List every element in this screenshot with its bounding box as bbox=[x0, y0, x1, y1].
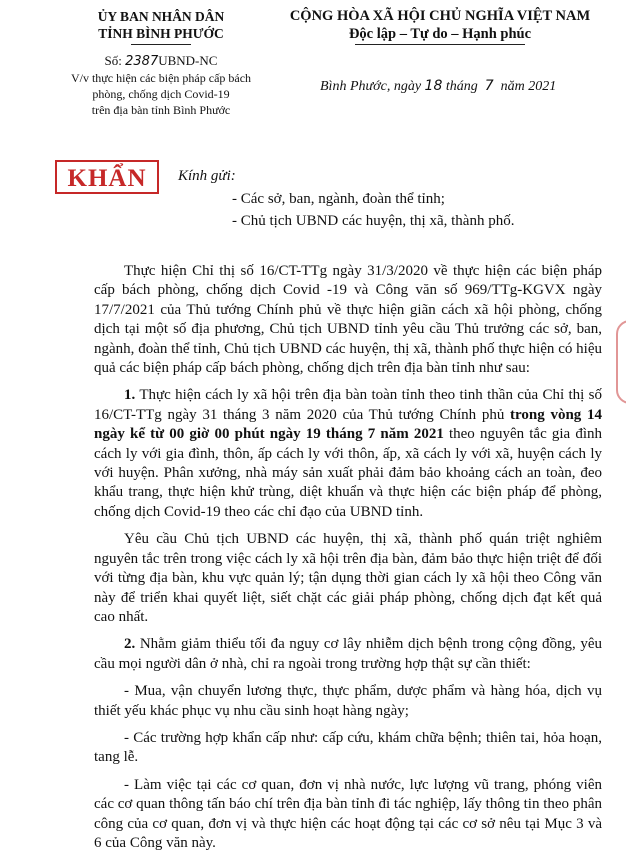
document-body bbox=[94, 262, 602, 861]
national-header bbox=[270, 8, 610, 45]
date-year: năm 2021 bbox=[500, 79, 557, 94]
list-item: - Các trường hợp khẩn cấp như: cấp cứu, khám chữa bệnh; thiên tai, hỏa hoạn, tang lễ. bbox=[94, 729, 602, 766]
document-number bbox=[46, 53, 276, 70]
section-number: 2. bbox=[124, 636, 136, 653]
date-prefix: Bình Phước, ngày bbox=[320, 79, 422, 94]
subject-line3: trên địa bàn tỉnh Bình Phước bbox=[91, 103, 231, 117]
paragraph-intro: Thực hiện Chỉ thị số 16/CT-TTg ngày 31/3/2020 về thực hiện các biện pháp cấp bách phòng, chống dịch Covid -19 và Công văn số 969/TTg-KGVX ngày 17/7/2021 của Thủ tướng Chính phủ về thực hiện giãn cách xã hội phòng, chống dịch tại một số địa phương, Chủ tịch UBND tỉnh yêu cầu Thủ trưởng các sở, ban, ngành, đoàn thể tỉnh, Chủ tịch UBND các huyện, thị xã, thành phố thực hiện có hiệu quả các biện pháp cấp bách phòng, chống dịch trên địa bàn tỉnh như sau: bbox=[94, 263, 602, 377]
motto-underline bbox=[355, 44, 525, 45]
date-month: 7 bbox=[484, 78, 494, 94]
subject-line1: V/v thực hiện các biện pháp cấp bách bbox=[70, 71, 252, 85]
org-name-line1: ỦY BAN NHÂN DÂN bbox=[97, 9, 225, 24]
doc-number-prefix: Số: bbox=[104, 53, 122, 68]
list-item: - Mua, vận chuyển lương thực, thực phẩm, dược phẩm và hàng hóa, dịch vụ thiết yếu khác phục vụ nhu cầu sinh hoạt hàng ngày; bbox=[94, 683, 602, 719]
nation-title: CỘNG HÒA XÃ HỘI CHỦ NGHĨA VIỆT NAM bbox=[289, 8, 591, 24]
doc-number-handwritten: 2387 bbox=[125, 54, 159, 69]
doc-number-suffix: UBND-NC bbox=[158, 53, 218, 68]
recipient-list bbox=[232, 188, 514, 232]
section-2-text: Nhằm giảm thiểu tối đa nguy cơ lây nhiễm dịch bệnh trong cộng đồng, yêu cầu mọi người dân ở nhà, chỉ ra ngoài trong trường hợp thật sự cần thiết: bbox=[94, 636, 603, 672]
org-underline bbox=[131, 44, 191, 45]
paragraph-section-1 bbox=[94, 386, 602, 522]
section-1-text-a: Thực hiện cách ly xã hội trên địa bàn toàn tỉnh theo tinh thần của Chỉ thị số 16/CT-TTg ngày 31 tháng 3 năm 2020 của Thủ tướng Chính phủ bbox=[94, 387, 602, 423]
paragraph-section-2 bbox=[94, 635, 602, 674]
section-1-text-b: theo nguyên tắc gia đình cách ly với gia đình, thôn, ấp cách ly với thôn, ấp, xã cách ly với xã, huyện cách ly với huyện. Phân xưởng, nhà máy sản xuất phải đảm bảo khoảng cách an toàn, đeo khẩu trang, thực hiện khử trùng, diệt khuẩn và thực hiện các biện pháp để phòng, chống dịch Covid-19 theo các chỉ đạo của UBND tỉnh. bbox=[94, 426, 602, 520]
red-seal-edge bbox=[616, 320, 626, 404]
national-motto: Độc lập – Tự do – Hạnh phúc bbox=[348, 26, 532, 42]
recipient-item: - Các sở, ban, ngành, đoàn thể tỉnh; bbox=[232, 191, 445, 207]
date-month-label: tháng bbox=[445, 79, 478, 94]
list-item: - Làm việc tại các cơ quan, đơn vị nhà nước, lực lượng vũ trang, phóng viên các cơ quan thông tấn báo chí trên địa bàn tỉnh đi tác nghiệp, lấy thông tin theo phân công của cơ quan, đơn vị và thực hiện các hoạt động tại các cơ sở nêu tại Mục 3 và 6 của Công văn này. bbox=[94, 776, 602, 851]
org-name-line2: TỈNH BÌNH PHƯỚC bbox=[98, 26, 224, 41]
recipient-item: - Chủ tịch UBND các huyện, thị xã, thành phố. bbox=[232, 213, 515, 229]
issuer-block bbox=[46, 8, 276, 118]
greeting: Kính gửi: bbox=[178, 168, 236, 184]
subject-line2: phòng, chống dịch Covid-19 bbox=[92, 87, 230, 101]
section-1-bold-period: trong vòng 14 ngày kể từ 00 giờ 00 phút ngày 19 tháng 7 năm 2021 bbox=[94, 406, 603, 443]
paragraph-requirement: Yêu cầu Chủ tịch UBND các huyện, thị xã, thành phố quán triệt nghiêm nguyên tắc trên trong việc cách ly xã hội trên địa bàn, đảm bảo thực hiện triệt để đối với từng địa bàn, khu vực quản lý; tận dụng thời gian cách ly xã hội theo Công văn này để triển khai quyết liệt, siết chặt các giải pháp phòng, chống dịch đạt kết quả cao nhất. bbox=[94, 531, 602, 625]
section-number: 1. bbox=[124, 387, 136, 404]
date-day: 18 bbox=[424, 78, 443, 94]
urgent-stamp: KHẨN bbox=[55, 160, 159, 194]
issue-date bbox=[320, 78, 556, 95]
